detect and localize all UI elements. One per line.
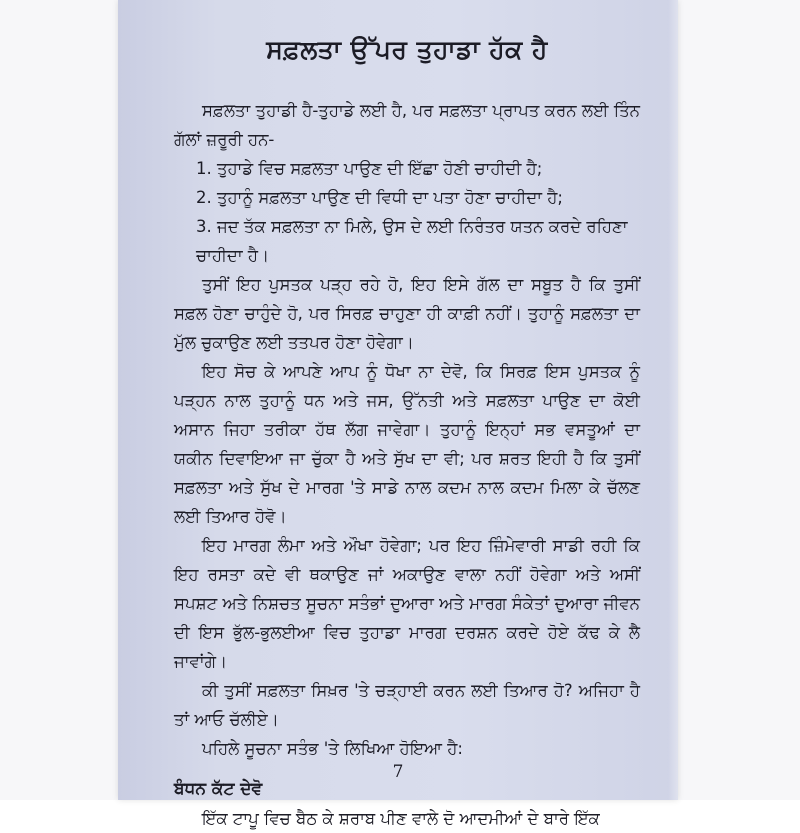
paragraph-3: ਇਹ ਮਾਰਗ ਲੰਮਾ ਅਤੇ ਔਖਾ ਹੋਵੇਗਾ; ਪਰ ਇਹ ਜ਼ਿੰਮੇਵਾਰੀ ਸਾਡੀ ਰਹੀ ਕਿ ਇਹ ਰਸਤਾ ਕਦੇ ਵੀ ਥਕਾਉਣ ਜਾਂ ਅਕਾਉਣ ਵਾਲਾ ਨਹੀਂ ਹੋਵੇਗਾ ਅਤੇ ਅਸੀਂ ਸਪਸ਼ਟ ਅਤੇ ਨਿਸ਼ਚਤ ਸੂਚਨਾ ਸਤੰਭਾਂ ਦੁਆਰਾ ਅਤੇ ਮਾਰਗ ਸੰਕੇਤਾਂ ਦੁਆਰਾ ਜੀਵਨ ਦੀ ਇਸ ਭੁੱਲ-ਭੁਲਈਆ ਵਿਚ ਤੁਹਾਡਾ ਮਾਰਗ ਦਰਸ਼ਨ ਕਰਦੇ ਹੋਏ ਕੱਢ ਕੇ ਲੈ ਜਾਵਾਂਗੇ। xyxy=(174,536,640,671)
list-item-1: 1. ਤੁਹਾਡੇ ਵਿਚ ਸਫ਼ਲਤਾ ਪਾਉਣ ਦੀ ਇੱਛਾ ਹੋਣੀ ਚਾਹੀਦੀ ਹੈ; xyxy=(196,159,543,178)
paragraph-2: ਇਹ ਸੋਚ ਕੇ ਆਪਣੇ ਆਪ ਨੂੰ ਧੋਖਾ ਨਾ ਦੇਵੋ, ਕਿ ਸਿਰਫ਼ ਇਸ ਪੁਸਤਕ ਨੂੰ ਪੜ੍ਹਨ ਨਾਲ ਤੁਹਾਨੂੰ ਧਨ ਅਤੇ ਜਸ, ਉੱਨਤੀ ਅਤੇ ਸਫ਼ਲਤਾ ਪਾਉਣ ਦਾ ਕੋਈ ਅਸਾਨ ਜਿਹਾ ਤਰੀਕਾ ਹੱਥ ਲੱਗ ਜਾਵੇਗਾ। ਤੁਹਾਨੂੰ ਇਨ੍ਹਾਂ ਸਭ ਵਸਤੂਆਂ ਦਾ ਯਕੀਨ ਦਿਵਾਇਆ ਜਾ ਚੁੱਕਾ ਹੈ ਅਤੇ ਸੁੱਖ ਦਾ ਵੀ; ਪਰ ਸ਼ਰਤ ਇਹੀ ਹੈ ਕਿ ਤੁਸੀਂ ਸਫ਼ਲਤਾ ਅਤੇ ਸੁੱਖ ਦੇ ਮਾਰਗ 'ਤੇ ਸਾਡੇ ਨਾਲ ਕਦਮ ਨਾਲ ਕਦਮ ਮਿਲਾ ਕੇ ਚੱਲਣ ਲਈ ਤਿਆਰ ਹੋਵੋ। xyxy=(174,362,640,526)
section-subheading: ਬੰਧਨ ਕੱਟ ਦੇਵੋ xyxy=(174,779,263,799)
chapter-title: ਸਫ਼ਲਤਾ ਉੱਪਰ ਤੁਹਾਡਾ ਹੱਕ ਹੈ xyxy=(266,35,548,64)
paragraph-1: ਤੁਸੀਂ ਇਹ ਪੁਸਤਕ ਪੜ੍ਹ ਰਹੇ ਹੋ, ਇਹ ਇਸੇ ਗੱਲ ਦਾ ਸਬੂਤ ਹੈ ਕਿ ਤੁਸੀਂ ਸਫ਼ਲ ਹੋਣਾ ਚਾਹੁੰਦੇ ਹੋ, ਪਰ ਸਿਰਫ਼ ਚਾਹੁਣਾ ਹੀ ਕਾਫ਼ੀ ਨਹੀਂ। ਤੁਹਾਨੂੰ ਸਫ਼ਲਤਾ ਦਾ ਮੁੱਲ ਚੁਕਾਉਣ ਲਈ ਤਤਪਰ ਹੋਣਾ ਹੋਵੇਗਾ। xyxy=(174,275,640,352)
list-item-2: 2. ਤੁਹਾਨੂੰ ਸਫ਼ਲਤਾ ਪਾਉਣ ਦੀ ਵਿਧੀ ਦਾ ਪਤਾ ਹੋਣਾ ਚਾਹੀਦਾ ਹੈ; xyxy=(196,188,563,207)
page-content xyxy=(174,26,640,833)
last-paragraph: ਇੱਕ ਟਾਪੂ ਵਿਚ ਬੈਠ ਕੇ ਸ਼ਰਾਬ ਪੀਣ ਵਾਲੇ ਦੋ ਆਦਮੀਆਂ ਦੇ ਬਾਰੇ ਇੱਕ xyxy=(202,809,600,828)
list-item-3: 3. ਜਦ ਤੱਕ ਸਫ਼ਲਤਾ ਨਾ ਮਿਲੇ, ਉਸ ਦੇ ਲਈ ਨਿਰੰਤਰ ਯਤਨ ਕਰਦੇ ਰਹਿਣਾ ਚਾਹੀਦਾ ਹੈ। xyxy=(196,217,628,265)
intro-paragraph: ਸਫ਼ਲਤਾ ਤੁਹਾਡੀ ਹੈ-ਤੁਹਾਡੇ ਲਈ ਹੈ, ਪਰ ਸਫ਼ਲਤਾ ਪ੍ਰਾਪਤ ਕਰਨ ਲਈ ਤਿੰਨ ਗੱਲਾਂ ਜ਼ਰੂਰੀ ਹਨ- xyxy=(174,101,640,149)
paragraph-5: ਪਹਿਲੇ ਸੂਚਨਾ ਸਤੰਭ 'ਤੇ ਲਿਖਿਆ ਹੋਇਆ ਹੈ: xyxy=(202,739,463,758)
paragraph-4: ਕੀ ਤੁਸੀਂ ਸਫ਼ਲਤਾ ਸਿਖ਼ਰ 'ਤੇ ਚੜ੍ਹਾਈ ਕਰਨ ਲਈ ਤਿਆਰ ਹੋ? ਅਜਿਹਾ ਹੈ ਤਾਂ ਆਓ ਚੱਲੀਏ। xyxy=(174,681,640,729)
page-edge xyxy=(668,0,678,800)
page-number: 7 xyxy=(392,762,404,782)
book-page xyxy=(118,0,678,828)
